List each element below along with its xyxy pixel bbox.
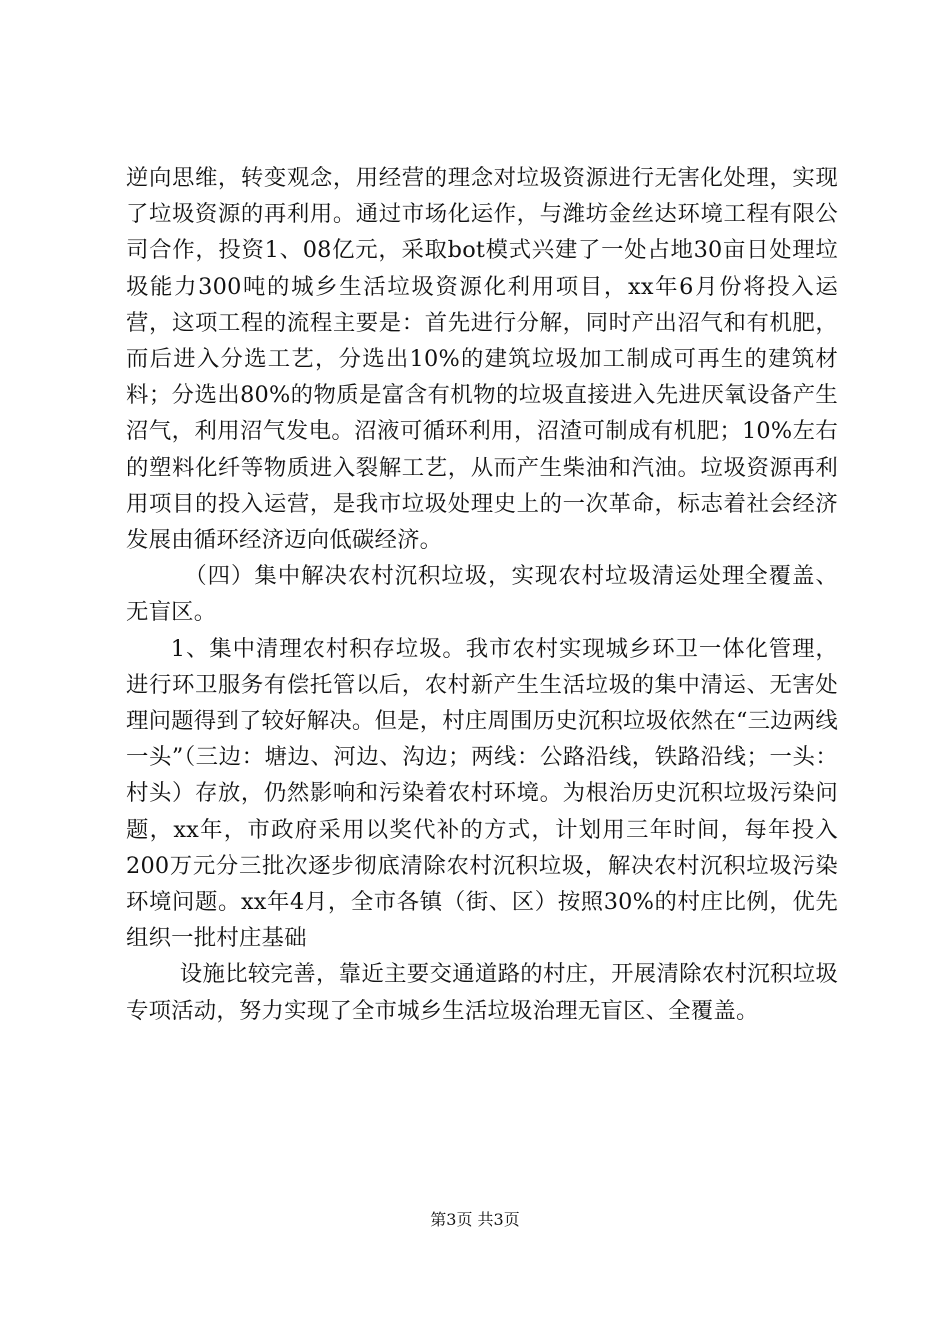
document-body bbox=[126, 160, 838, 1029]
section-heading-4: （四）集中解决农村沉积垃圾，实现农村垃圾清运处理全覆盖、无盲区。 bbox=[126, 563, 838, 626]
paragraph-item-1: 1、集中清理农村积存垃圾。我市农村实现城乡环卫一体化管理，进行环卫服务有偿托管以后，农村新产生生活垃圾的集中清运、无害处理问题得到了较好解决。但是，村庄周围历史沉积垃圾依然在“三边两线一头”（三边：塘边、河边、沟边；两线：公路沿线，铁路沿线；一头：村头）存放，仍然影响和污染着农村环境。为根治历史沉积垃圾污染问题，xx年，市政府采用以奖代补的方式，计划用三年时间，每年投入200万元分三批次逐步彻底清除农村沉积垃圾，解决农村沉积垃圾污染环境问题。xx年4月，全市各镇（街、区）按照30%的村庄比例，优先组织一批村庄基础 bbox=[126, 635, 838, 952]
paragraph-continued: 设施比较完善，靠近主要交通道路的村庄，开展清除农村沉积垃圾专项活动，努力实现了全市城乡生活垃圾治理无盲区、全覆盖。 bbox=[126, 961, 838, 1024]
paragraph-continuation: 逆向思维，转变观念，用经营的理念对垃圾资源进行无害化处理，实现了垃圾资源的再利用。通过市场化运作，与潍坊金丝达环境工程有限公司合作，投资1、08亿元，采取bot模式兴建了一处占地30亩日处理垃圾能力300吨的城乡生活垃圾资源化利用项目，xx年6月份将投入运营，这项工程的流程主要是：首先进行分解，同时产出沼气和有机肥，而后进入分选工艺，分选出10%的建筑垃圾加工制成可再生的建筑材料；分选出80%的物质是富含有机物的垃圾直接进入先进厌氧设备产生沼气，利用沼气发电。沼液可循环利用，沼渣可制成有机肥；10%左右的塑料化纤等物质进入裂解工艺，从而产生柴油和汽油。垃圾资源再利用项目的投入运营，是我市垃圾处理史上的一次革命，标志着社会经济发展由循环经济迈向低碳经济。 bbox=[126, 165, 838, 554]
page-footer: 第3页 共3页 bbox=[430, 1210, 520, 1229]
